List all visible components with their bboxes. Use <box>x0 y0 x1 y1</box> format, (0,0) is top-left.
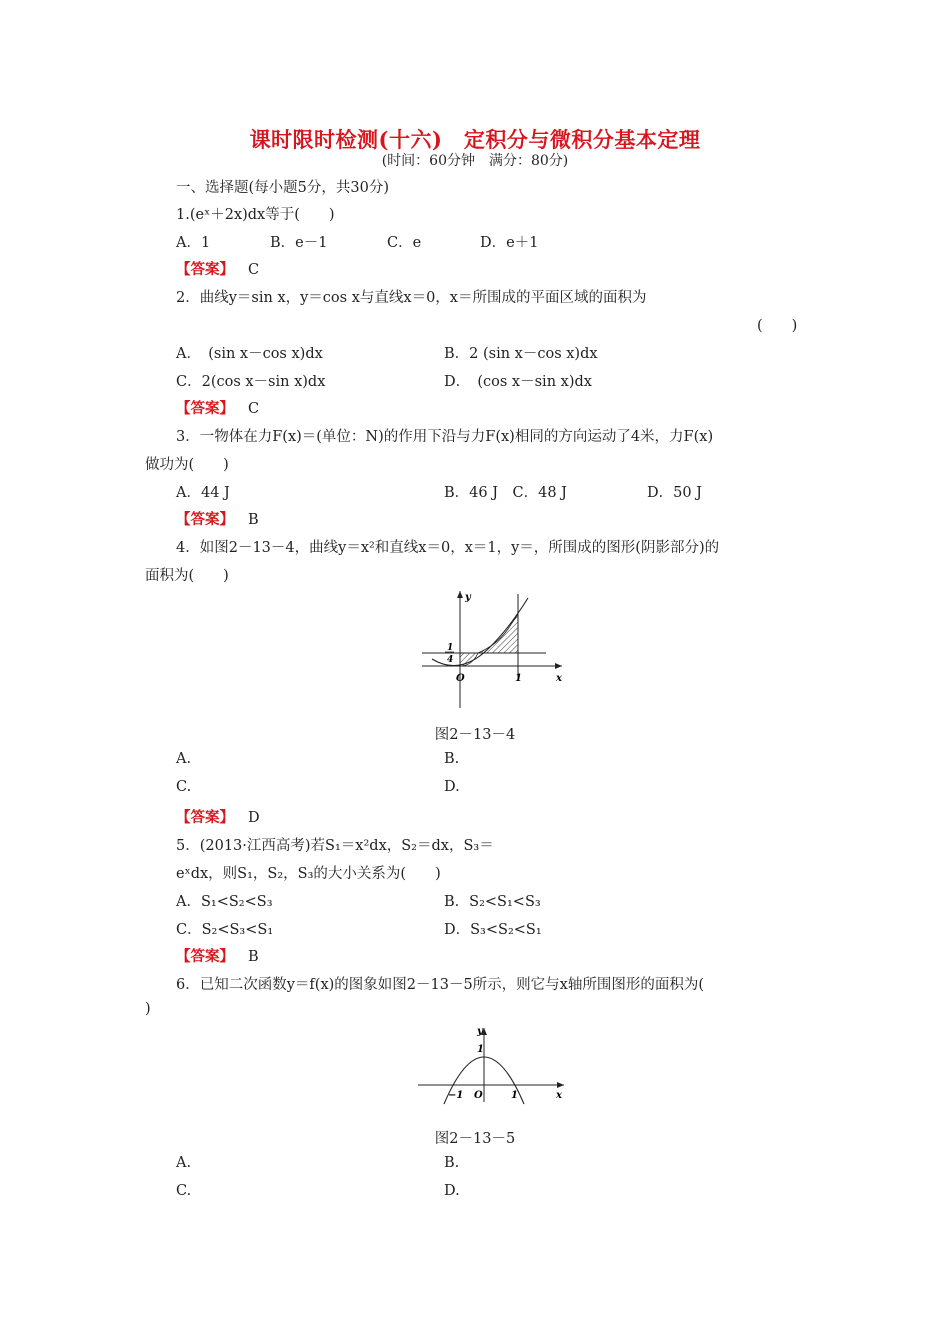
answer-value: B <box>248 512 259 528</box>
question-2-option-b: B．2 (sin x－cos x)dx <box>444 346 598 362</box>
answer-tag: 【答案】 <box>176 511 234 528</box>
question-6-stem-line-2: ) <box>145 1001 151 1017</box>
question-1-option-b: B．e－1 <box>270 235 328 251</box>
answer-value: C <box>248 262 260 278</box>
answer-tag: 【答案】 <box>176 261 234 278</box>
figure-2-13-5-caption: 图2－13－5 <box>434 1131 516 1147</box>
question-2-paren: ( ) <box>757 318 798 334</box>
question-4-option-b: B. <box>444 751 460 767</box>
question-1-stem: 1.(eˣ＋2x)dx等于( ) <box>176 207 335 223</box>
question-6-option-c: C. <box>176 1183 192 1199</box>
shaded-region-right <box>478 614 518 653</box>
question-6-option-b: B. <box>444 1155 460 1171</box>
question-3-option-a: A．44 J <box>176 485 230 501</box>
question-5-option-c: C．S₂<S₃<S₁ <box>176 922 274 938</box>
question-5-stem-line-1: 5．(2013·江西高考)若S₁＝x²dx，S₂＝dx，S₃＝ <box>176 838 494 854</box>
page-subtitle: (时间：60分钟 满分：80分) <box>381 153 569 169</box>
question-1-option-d: D．e＋1 <box>480 235 539 251</box>
figure-2-13-5 <box>414 1020 569 1105</box>
question-1-option-c: C．e <box>387 235 422 251</box>
x-axis-label: x <box>556 673 562 684</box>
answer-value: C <box>248 401 260 417</box>
question-4-answer <box>176 806 260 827</box>
question-3-answer <box>176 508 259 529</box>
question-5-option-a: A．S₁<S₂<S₃ <box>176 894 273 910</box>
question-3-option-bc: B．46 J C．48 J <box>444 485 567 501</box>
question-3-option-d: D．50 J <box>647 485 702 501</box>
answer-value: B <box>248 949 259 965</box>
question-3-stem-line-1: 3．一物体在力F(x)＝(单位：N)的作用下沿与力F(x)相同的方向运动了4米，力F(x) <box>176 429 714 445</box>
tick-label-quarter-den: 4 <box>447 655 454 665</box>
question-2-option-a: A． (sin x－cos x)dx <box>176 346 323 362</box>
question-4-option-a: A. <box>176 751 192 767</box>
tick-label-neg-one: −1 <box>448 1090 464 1101</box>
question-1-answer <box>176 258 259 279</box>
question-6-option-d: D. <box>444 1183 460 1199</box>
question-2-stem: 2．曲线y＝sin x，y＝cos x与直线x＝0，x＝所围成的平面区域的面积为 <box>176 290 647 306</box>
question-5-answer <box>176 945 259 966</box>
question-4-option-c: C. <box>176 779 192 795</box>
question-6-option-a: A. <box>176 1155 192 1171</box>
question-1-option-a: A．1 <box>176 235 211 251</box>
question-2-option-d: D． (cos x－sin x)dx <box>444 374 592 390</box>
section-heading: 一、选择题(每小题5分，共30分) <box>176 180 389 196</box>
tick-label-one: 1 <box>515 673 522 684</box>
question-4-option-d: D. <box>444 779 460 795</box>
question-2-answer <box>176 397 259 418</box>
answer-tag: 【答案】 <box>176 400 234 417</box>
tick-label-one-y: 1 <box>477 1044 484 1055</box>
question-5-stem-line-2: eˣdx，则S₁，S₂，S₃的大小关系为( ) <box>176 866 441 882</box>
answer-tag: 【答案】 <box>176 809 234 826</box>
tick-label-quarter-num: 1 <box>447 643 454 653</box>
answer-value: D <box>248 810 260 826</box>
question-3-stem-line-2: 做功为( ) <box>145 457 229 473</box>
question-6-stem-line-1: 6．已知二次函数y＝f(x)的图象如图2－13－5所示，则它与x轴所围图形的面积为( <box>176 977 705 993</box>
y-axis-label: y <box>465 592 471 603</box>
y-axis-label: y <box>477 1026 483 1037</box>
x-axis-label: x <box>556 1090 562 1101</box>
answer-tag: 【答案】 <box>176 948 234 965</box>
question-5-option-d: D．S₃<S₂<S₁ <box>444 922 542 938</box>
figure-2-13-4 <box>412 586 572 711</box>
figure-2-13-4-caption: 图2－13－4 <box>434 727 516 743</box>
question-5-option-b: B．S₂<S₁<S₃ <box>444 894 541 910</box>
question-4-stem-line-1: 4．如图2－13－4，曲线y＝x²和直线x＝0，x＝1，y＝，所围成的图形(阴影部分)的 <box>176 540 720 556</box>
question-2-option-c: C．2(cos x－sin x)dx <box>176 374 326 390</box>
question-4-stem-line-2: 面积为( ) <box>145 568 229 584</box>
page-title: 课时限时检测(十六) 定积分与微积分基本定理 <box>249 127 701 152</box>
tick-label-one-x: 1 <box>511 1090 518 1101</box>
origin-label: O <box>474 1090 483 1101</box>
origin-label: O <box>456 673 465 684</box>
